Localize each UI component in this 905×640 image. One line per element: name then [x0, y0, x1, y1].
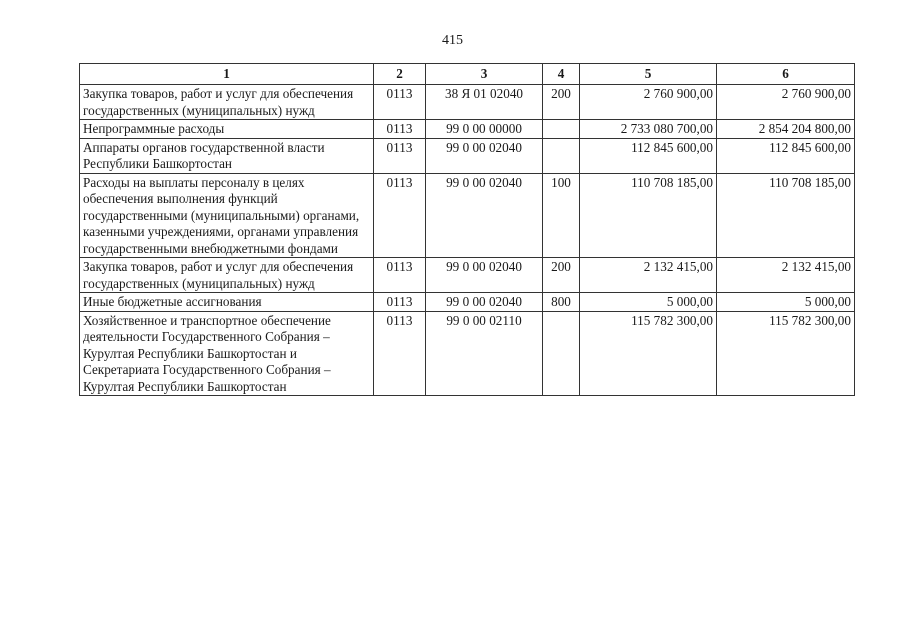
- target-code: 99 0 00 02040: [426, 258, 543, 293]
- page-number: 415: [442, 33, 463, 48]
- expense-name: Закупка товаров, работ и услуг для обеспечения государственных (муниципальных) нужд: [80, 258, 374, 293]
- expense-name: Хозяйственное и транспортное обеспечение деятельности Государственного Собрания – Курултая Республики Башкортостан и Секретариата Государственного Собрания – Курултая Республики Башкортостан: [80, 311, 374, 396]
- table-row: [80, 138, 855, 173]
- column-header-3: 3: [426, 64, 543, 85]
- expense-name: Аппараты органов государственной власти Республики Башкортостан: [80, 138, 374, 173]
- target-code: 99 0 00 00000: [426, 120, 543, 139]
- column-header-4: 4: [543, 64, 580, 85]
- target-code: 99 0 00 02040: [426, 138, 543, 173]
- section-code: 0113: [374, 138, 426, 173]
- section-code: 0113: [374, 311, 426, 396]
- table-header-row: [80, 64, 855, 85]
- target-code: 99 0 00 02040: [426, 173, 543, 258]
- section-code: 0113: [374, 85, 426, 120]
- target-code: 99 0 00 02040: [426, 293, 543, 312]
- table-row: [80, 258, 855, 293]
- amount-year-1: 2 132 415,00: [580, 258, 717, 293]
- amount-year-2: 2 132 415,00: [717, 258, 855, 293]
- column-header-1: 1: [80, 64, 374, 85]
- target-code: 38 Я 01 02040: [426, 85, 543, 120]
- table-row: [80, 85, 855, 120]
- table-row: [80, 120, 855, 139]
- column-header-2: 2: [374, 64, 426, 85]
- section-code: 0113: [374, 120, 426, 139]
- section-code: 0113: [374, 293, 426, 312]
- expense-kind: [543, 138, 580, 173]
- column-header-5: 5: [580, 64, 717, 85]
- amount-year-1: 115 782 300,00: [580, 311, 717, 396]
- expense-name: Расходы на выплаты персоналу в целях обеспечения выполнения функций государственными (муниципальными) органами, казенными учреждениями, органами управления государственными внебюджетными фондами: [80, 173, 374, 258]
- table-row: [80, 173, 855, 258]
- amount-year-1: 2 760 900,00: [580, 85, 717, 120]
- section-code: 0113: [374, 173, 426, 258]
- column-header-6: 6: [717, 64, 855, 85]
- amount-year-2: 110 708 185,00: [717, 173, 855, 258]
- amount-year-2: 112 845 600,00: [717, 138, 855, 173]
- amount-year-2: 2 760 900,00: [717, 85, 855, 120]
- expense-kind: [543, 120, 580, 139]
- expense-name: Иные бюджетные ассигнования: [80, 293, 374, 312]
- amount-year-2: 2 854 204 800,00: [717, 120, 855, 139]
- expense-kind: [543, 311, 580, 396]
- expense-kind: 100: [543, 173, 580, 258]
- expense-kind: 200: [543, 258, 580, 293]
- amount-year-1: 110 708 185,00: [580, 173, 717, 258]
- expense-kind: 200: [543, 85, 580, 120]
- amount-year-2: 5 000,00: [717, 293, 855, 312]
- amount-year-1: 112 845 600,00: [580, 138, 717, 173]
- table-row: [80, 311, 855, 396]
- expense-name: Закупка товаров, работ и услуг для обеспечения государственных (муниципальных) нужд: [80, 85, 374, 120]
- target-code: 99 0 00 02110: [426, 311, 543, 396]
- expense-kind: 800: [543, 293, 580, 312]
- amount-year-1: 5 000,00: [580, 293, 717, 312]
- section-code: 0113: [374, 258, 426, 293]
- amount-year-2: 115 782 300,00: [717, 311, 855, 396]
- budget-table: [79, 63, 855, 396]
- table-row: [80, 293, 855, 312]
- amount-year-1: 2 733 080 700,00: [580, 120, 717, 139]
- expense-name: Непрограммные расходы: [80, 120, 374, 139]
